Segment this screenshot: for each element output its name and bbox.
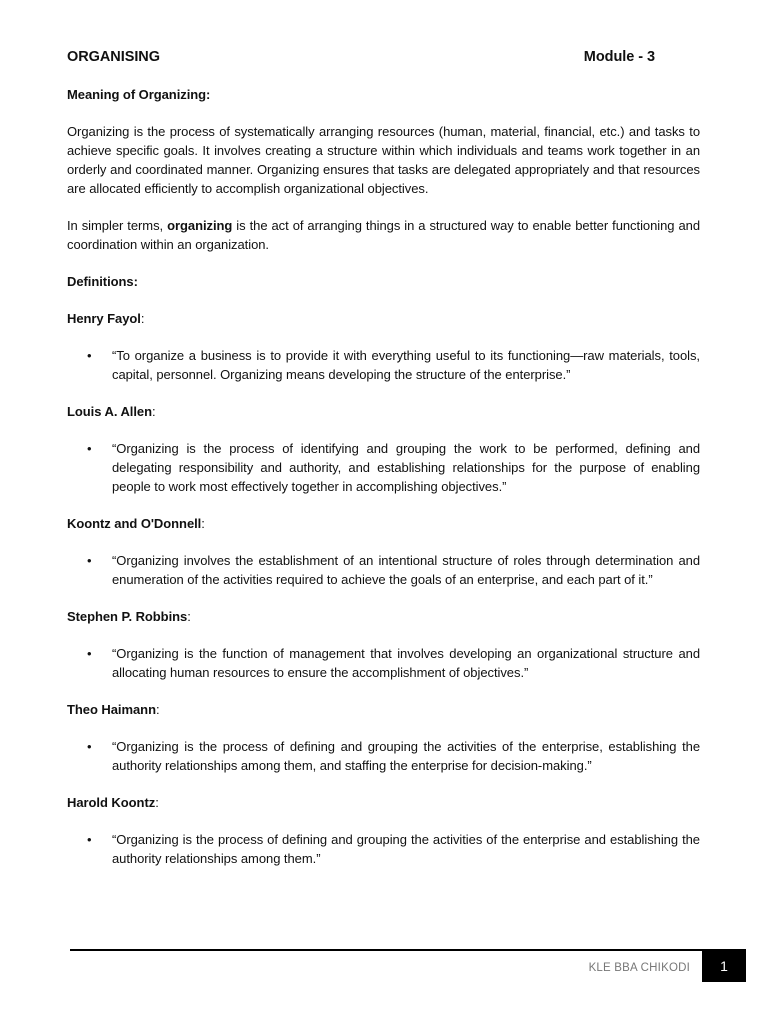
page-header bbox=[67, 47, 700, 67]
definition-author: Theo Haimann bbox=[67, 702, 156, 717]
definition-quote: “Organizing is the process of defining and grouping the activities of the enterprise and establishing the authority relationships among them.” bbox=[112, 832, 700, 866]
definition-block-koontz-odonnell: Koontz and O'Donnell: • “Organizing involves the establishment of an intentional structure of roles through determination and enumeration of the activities required to achieve the goals of an enterprise, and each part of it.” bbox=[67, 516, 700, 587]
footer-divider bbox=[70, 949, 702, 951]
simpler-terms-paragraph bbox=[67, 216, 700, 254]
page-title: ORGANISING bbox=[67, 49, 160, 65]
definition-block-koontz: Harold Koontz: • “Organizing is the process of defining and grouping the activities of the enterprise and establishing the authority relationships among them.” bbox=[67, 795, 700, 866]
definition-quote: “Organizing involves the establishment of an intentional structure of roles through determination and enumeration of the activities required to achieve the goals of an enterprise, and each part of it.” bbox=[112, 553, 700, 587]
definition-block-fayol: Henry Fayol: • “To organize a business is to provide it with everything useful to its functioning—raw materials, tools, capital, personnel. Organizing means developing the structure of the enterprise.” bbox=[67, 311, 700, 382]
bullet-icon: • bbox=[87, 553, 92, 568]
bullet-icon: • bbox=[87, 348, 92, 363]
simpler-terms-prefix: In simpler terms, bbox=[67, 218, 168, 233]
definition-quote: “Organizing is the process of identifying and grouping the work to be performed, defining and delegating responsibility and authority, and establishing relationships for the purpose of enabling people to work most effectively together in accomplishing objectives.” bbox=[112, 441, 700, 494]
simpler-terms-suffix: is the act of arranging things in a structured way to enable better functioning and coordination within an organization. bbox=[67, 218, 700, 252]
definition-author: Louis A. Allen bbox=[67, 404, 153, 419]
definition-quote: “Organizing is the function of management that involves developing an organizational structure and allocating human resources to ensure the accomplishment of objectives.” bbox=[112, 646, 700, 680]
list-item bbox=[67, 737, 700, 775]
bullet-icon: • bbox=[87, 739, 92, 754]
footer-institution: KLE BBA CHIKODI bbox=[588, 962, 690, 974]
list-item bbox=[67, 346, 700, 384]
definition-author: Stephen P. Robbins bbox=[67, 609, 188, 624]
module-label: Module - 3 bbox=[583, 49, 655, 65]
list-item bbox=[67, 551, 700, 589]
definition-block-allen: Louis A. Allen: • “Organizing is the process of identifying and grouping the work to be performed, defining and delegating responsibility and authority, and establishing relationships for the purpose of enabling people to work most effectively together in accomplishing objectives.” bbox=[67, 404, 700, 494]
list-item bbox=[67, 830, 700, 868]
bullet-icon: • bbox=[87, 441, 92, 456]
list-item bbox=[67, 644, 700, 682]
list-item bbox=[67, 439, 700, 496]
bullet-icon: • bbox=[87, 646, 92, 661]
definition-quote: “Organizing is the process of defining and grouping the activities of the enterprise, establishing the authority relationships among them, and staffing the enterprise for decision-making.” bbox=[112, 739, 700, 773]
definitions-heading: Definitions: bbox=[67, 274, 138, 289]
definition-block-robbins: Stephen P. Robbins: • “Organizing is the function of management that involves developing an organizational structure and allocating human resources to ensure the accomplishment of objectives.” bbox=[67, 609, 700, 680]
simpler-terms-keyword: organizing bbox=[167, 218, 233, 233]
meaning-paragraph: Organizing is the process of systematically arranging resources (human, material, financial, etc.) and tasks to achieve specific goals. It involves creating a structure within which individuals and teams work together in an orderly and coordinated manner. Organizing ensures that tasks are delegated appropriately and that resources are allocated efficiently to accomplish organizational objectives. bbox=[67, 124, 700, 196]
definition-quote: “To organize a business is to provide it with everything useful to its functioning—raw materials, tools, capital, personnel. Organizing means developing the structure of the enterprise.” bbox=[112, 348, 700, 382]
bullet-icon: • bbox=[87, 832, 92, 847]
page-content bbox=[67, 47, 700, 886]
definition-author: Koontz and O'Donnell bbox=[67, 516, 202, 531]
definition-author: Henry Fayol bbox=[67, 311, 141, 326]
definition-block-haimann: Theo Haimann: • “Organizing is the process of defining and grouping the activities of the enterprise, establishing the authority relationships among them, and staffing the enterprise for decision-making.” bbox=[67, 702, 700, 773]
page-number: 1 bbox=[702, 949, 746, 982]
definition-author: Harold Koontz bbox=[67, 795, 156, 810]
meaning-heading: Meaning of Organizing: bbox=[67, 87, 211, 102]
